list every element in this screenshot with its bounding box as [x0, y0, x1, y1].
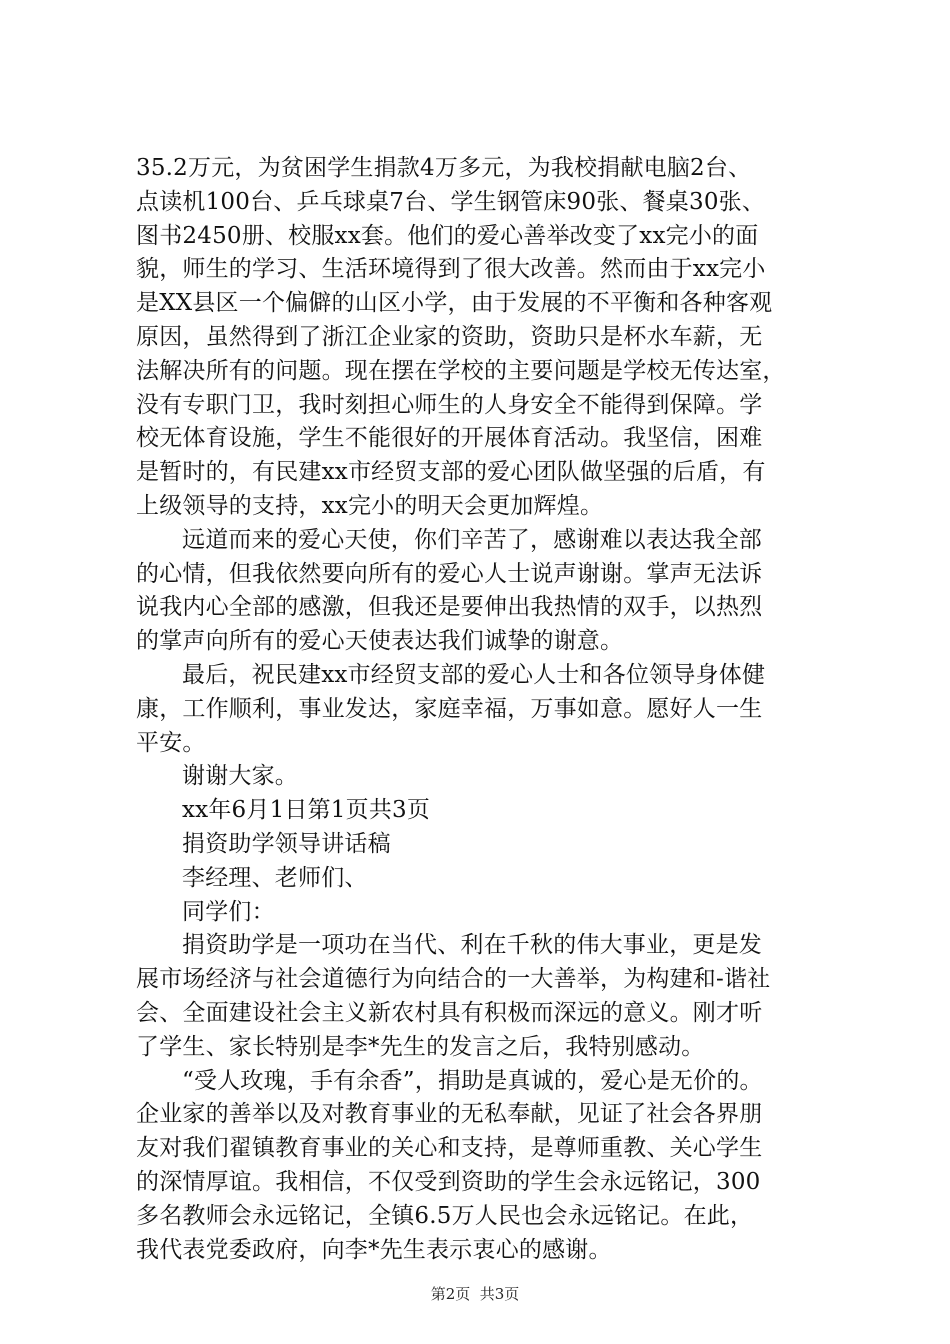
- text-line: 会、全面建设社会主义新农村具有积极而深远的意义。刚才听: [136, 999, 763, 1026]
- text-line: xx年6月1日第1页共3页: [182, 797, 431, 824]
- text-line: 说我内心全部的感激，但我还是要伸出我热情的双手，以热烈: [136, 594, 763, 621]
- text-line: 貌，师生的学习、生活环境得到了很大改善。然而由于xx完小: [136, 256, 766, 283]
- text-line: 企业家的善举以及对教育事业的无私奉献，见证了社会各界朋: [136, 1101, 763, 1128]
- text-line: 没有专职门卫，我时刻担心师生的人身安全不能得到保障。学: [136, 391, 763, 418]
- text-line: 康，工作顺利，事业发达，家庭幸福，万事如意。愿好人一生: [136, 695, 763, 722]
- document-body: [136, 152, 848, 1267]
- text-line: 的掌声向所有的爱心天使表达我们诚挚的谢意。: [136, 628, 624, 655]
- text-line: 图书2450册、校服xx套。他们的爱心善举改变了xx完小的面: [136, 222, 759, 249]
- text-line: “受人玫瑰，手有余香”，捐助是真诚的，爱心是无价的。: [182, 1067, 763, 1094]
- text-line: 最后，祝民建xx市经贸支部的爱心人士和各位领导身体健: [182, 661, 766, 688]
- text-line: 是暂时的，有民建xx市经贸支部的爱心团队做坚强的后盾，有: [136, 459, 766, 486]
- text-line: 35.2万元，为贫困学生捐款4万多元，为我校捐献电脑2台、: [136, 155, 752, 181]
- text-line: 的心情，但我依然要向所有的爱心人士说声谢谢。掌声无法诉: [136, 560, 763, 587]
- text-line: 谢谢大家。: [182, 763, 298, 790]
- page-number-label: 第2页 共3页: [430, 1285, 520, 1303]
- text-line: 点读机100台、乒乓球桌7台、学生钢管床90张、餐桌30张、: [136, 188, 766, 215]
- page-footer: [0, 1284, 950, 1304]
- text-line: 展市场经济与社会道德行为向结合的一大善举，为构建和-谐社: [136, 966, 771, 993]
- text-line: 捐资助学领导讲话稿: [182, 830, 391, 857]
- text-line: 同学们：: [182, 898, 275, 925]
- text-line: 的深情厚谊。我相信，不仅受到资助的学生会永远铭记，300: [136, 1168, 761, 1195]
- text-line: 我代表党委政府，向李*先生表示衷心的感谢。: [136, 1236, 612, 1263]
- text-line: 原因，虽然得到了浙江企业家的资助，资助只是杯水车薪，无: [136, 323, 763, 350]
- text-line: 友对我们翟镇教育事业的关心和支持，是尊师重教、关心学生: [136, 1135, 763, 1162]
- text-line: 是XX县区一个偏僻的山区小学，由于发展的不平衡和各种客观: [136, 290, 773, 317]
- text-line: 捐资助学是一项功在当代、利在千秋的伟大事业，更是发: [182, 932, 762, 959]
- text-line: 多名教师会永远铭记，全镇6.5万人民也会永远铭记。在此，: [136, 1202, 754, 1229]
- text-line: 平安。: [136, 729, 206, 756]
- text-line: 上级领导的支持，xx完小的明天会更加辉煌。: [136, 492, 604, 519]
- text-line: 校无体育设施，学生不能很好的开展体育活动。我坚信，困难: [136, 425, 763, 452]
- text-line: 法解决所有的问题。现在摆在学校的主要问题是学校无传达室，: [136, 357, 786, 384]
- text-line: 了学生、家长特别是李*先生的发言之后，我特别感动。: [136, 1033, 705, 1060]
- text-line: 远道而来的爱心天使，你们辛苦了，感谢难以表达我全部: [182, 526, 762, 553]
- text-line: 李经理、老师们、: [182, 864, 368, 891]
